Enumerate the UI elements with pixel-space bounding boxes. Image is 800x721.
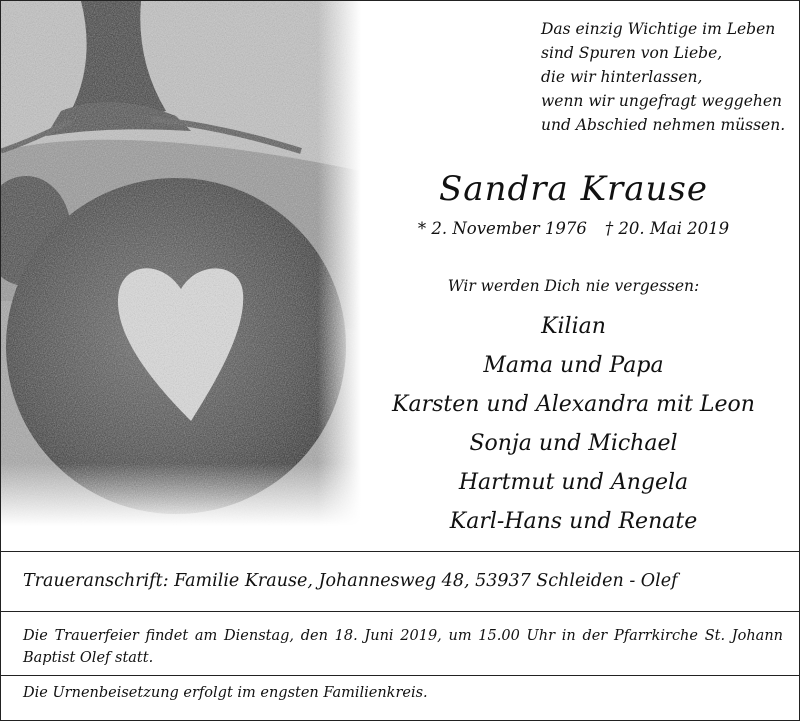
- funeral-service-info: Die Trauerfeier findet am Dienstag, den 18. Juni 2019, um 15.00 Uhr in der Pfarrkirche St. Johann Baptist Olef statt.: [23, 628, 783, 666]
- mourners-list: [381, 307, 766, 541]
- divider: [1, 551, 799, 552]
- death-date: † 20. Mai 2019: [604, 219, 730, 238]
- poem-line: Das einzig Wichtige im Leben: [541, 20, 776, 38]
- mourner-entry: Hartmut und Angela: [458, 470, 689, 495]
- mourner-entry: Karsten und Alexandra mit Leon: [392, 392, 755, 417]
- mourner-entry: Kilian: [541, 314, 606, 339]
- divider: [1, 611, 799, 612]
- mourning-address: Traueranschrift: Familie Krause, Johannesweg 48, 53937 Schleiden - Olef: [23, 571, 678, 591]
- poem-line: und Abschied nehmen müssen.: [541, 116, 786, 134]
- mourner-entry: Sonja und Michael: [469, 431, 678, 456]
- memorial-poem: [541, 17, 793, 137]
- poem-line: die wir hinterlassen,: [541, 68, 703, 86]
- poem-line: wenn wir ungefragt weggehen: [541, 92, 783, 110]
- divider: [1, 675, 799, 676]
- heart-moss-stone-photo: [1, 1, 361, 526]
- birth-date: * 2. November 1976: [417, 219, 587, 238]
- mourners-intro: Wir werden Dich nie vergessen:: [447, 277, 700, 295]
- mourner-entry: Karl-Hans und Renate: [449, 509, 698, 534]
- deceased-name: Sandra Krause: [439, 169, 708, 209]
- life-dates: [401, 219, 746, 238]
- poem-line: sind Spuren von Liebe,: [541, 44, 723, 62]
- mourner-entry: Mama und Papa: [483, 353, 664, 378]
- urn-burial-info: Die Urnenbeisetzung erfolgt im engsten Familienkreis.: [23, 685, 428, 701]
